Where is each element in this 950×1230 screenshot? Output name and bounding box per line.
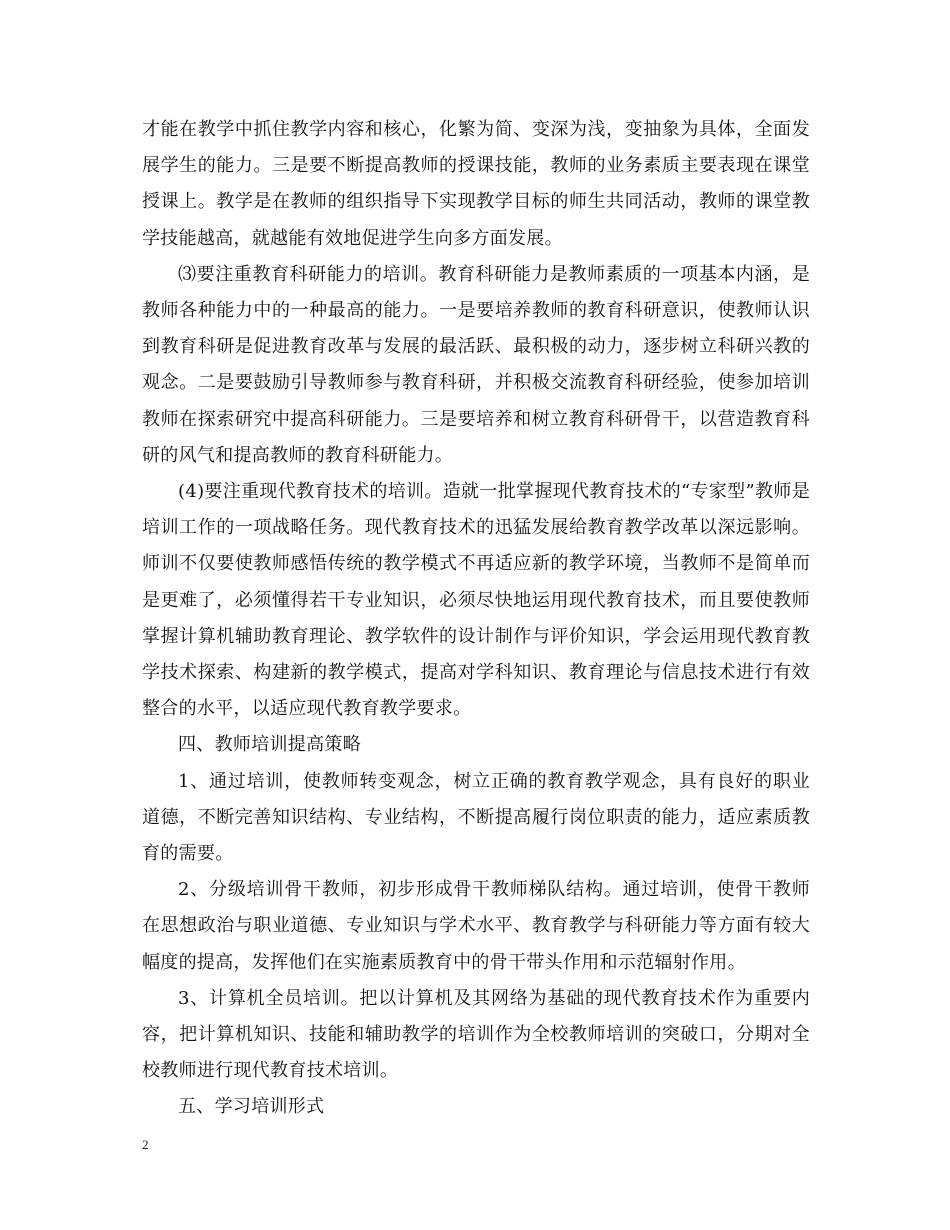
section-heading: 四、教师培训提高策略 [178, 734, 361, 756]
paragraph: (4)要注重现代教育技术的培训。造就一批掌握现代教育技术的“专家型”教师是培训工作的一项战略任务。现代教育技术的迅猛发展给教育教学改革以深远影响。师训不仅要使教师感悟传统的教学模式不再适应新的教学环境，当教师不是简单而是更难了，必须懂得若干专业知识，必须尽快地运用现代教育技术，而且要使教师掌握计算机辅助教育理论、教学软件的设计制作与评价知识，学会运用现代教育教学技术探索、构建新的教学模式，提高对学科知识、教育理论与信息技术进行有效整合的水平，以适应现代教育教学要求。 [142, 481, 810, 720]
document-body [142, 112, 810, 1126]
page-number: 2 [142, 1137, 149, 1152]
paragraph: 1、通过培训，使教师转变观念，树立正确的教育教学观念，具有良好的职业道德，不断完善知识结构、专业结构，不断提高履行岗位职责的能力，适应素质教育的需要。 [142, 770, 810, 865]
paragraph: 才能在教学中抓住教学内容和核心，化繁为简、变深为浅，变抽象为具体，全面发展学生的能力。三是要不断提高教师的授课技能，教师的业务素质主要表现在课堂授课上。教学是在教师的组织指导下实现教学目标的师生共同活动，教师的课堂教学技能越高，就越能有效地促进学生向多方面发展。 [142, 119, 810, 249]
paragraph: ⑶要注重教育科研能力的培训。教育科研能力是教师素质的一项基本内涵，是教师各种能力中的一种最高的能力。一是要培养教师的教育科研意识，使教师认识到教育科研是促进教育改革与发展的最活跃、最积极的动力，逐步树立科研兴教的观念。二是要鼓励引导教师参与教育科研，并积极交流教育科研经验，使参加培训教师在探索研究中提高科研能力。三是要培养和树立教育科研骨干，以营造教育科研的风气和提高教师的教育科研能力。 [142, 263, 810, 466]
paragraph: 3、计算机全员培训。把以计算机及其网络为基础的现代教育技术作为重要内容，把计算机知识、技能和辅助教学的培训作为全校教师培训的突破口，分期对全校教师进行现代教育技术培训。 [142, 987, 810, 1082]
section-heading: 五、学习培训形式 [178, 1096, 325, 1118]
paragraph: 2、分级培训骨干教师，初步形成骨干教师梯队结构。通过培训，使骨干教师在思想政治与职业道德、专业知识与学术水平、教育教学与科研能力等方面有较大幅度的提高，发挥他们在实施素质教育中的骨干带头作用和示范辐射作用。 [142, 879, 810, 973]
